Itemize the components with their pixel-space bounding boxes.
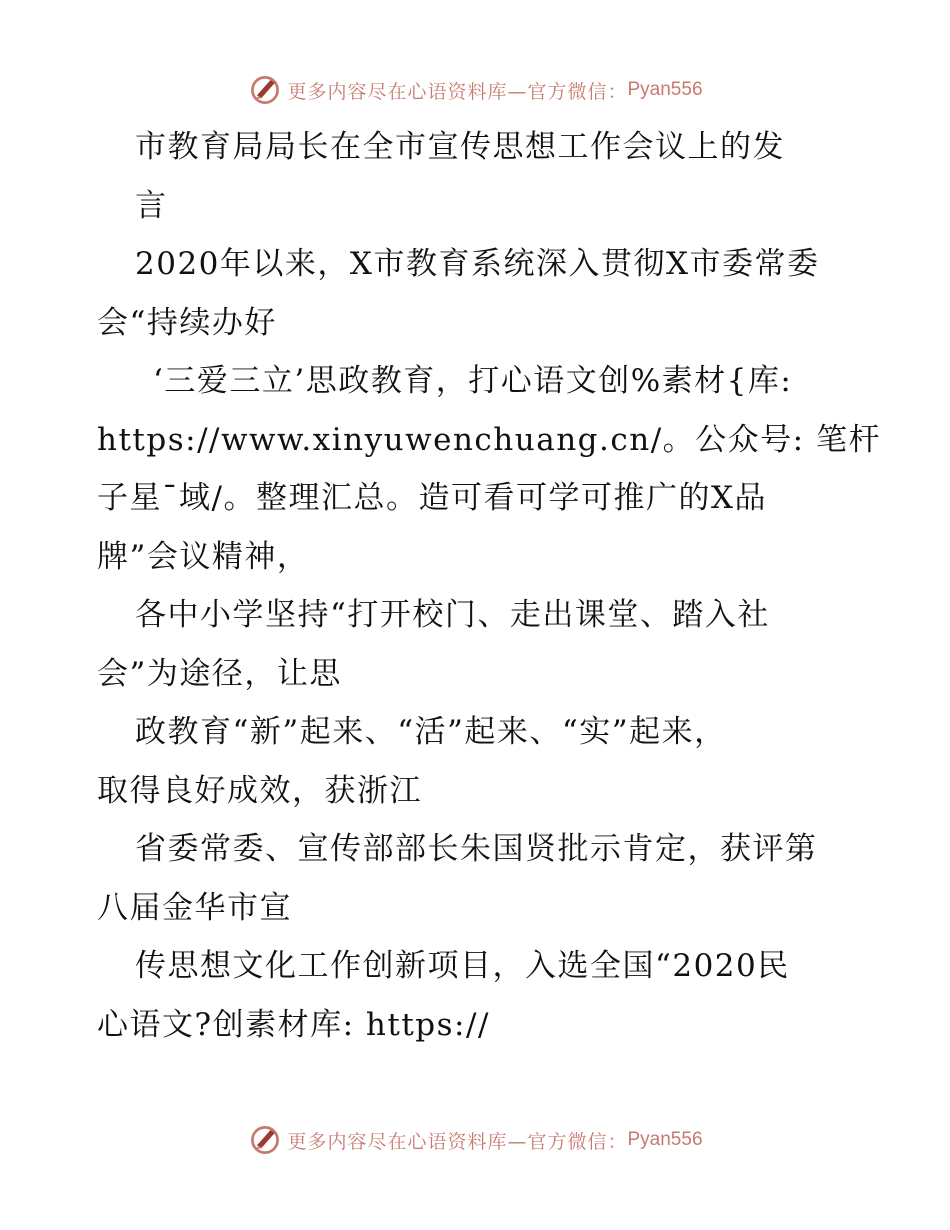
banner-wechat-id: Pyan556 [627,1129,703,1150]
text-line: 子星¯域/。整理汇总。造可看可学可推广的X品 [97,480,768,516]
brush-circle-logo-icon [247,1122,283,1158]
text-line: 心语文?创素材库: https:// [97,1006,490,1043]
banner-text: 更多内容尽在心语资料库—官方微信： [287,80,628,103]
text-line: 2020年以来，X市教育系统深入贯彻X市委常委 [135,246,820,282]
document-body [97,118,881,1054]
banner-text: 更多内容尽在心语资料库—官方微信： [287,1130,628,1153]
text-line: 八届金华市宣 [97,889,292,926]
footer-banner [0,1120,950,1160]
text-line: 取得良好成效，获浙江 [97,772,422,809]
text-line: ‘三爱三立’思政教育，打心语文创%素材{库: [153,363,793,399]
text-line: 省委常委、宣传部部长朱国贤批示肯定，获评第 [135,831,818,867]
brush-circle-logo-icon [247,72,283,108]
text-line: 各中小学坚持“打开校门、走出课堂、踏入社 [135,597,770,633]
text-line: 言 [135,187,168,224]
text-line: 市教育局局长在全市宣传思想工作会议上的发 [135,129,785,165]
text-line: 会”为途径，让思 [97,655,342,692]
header-banner [0,70,950,110]
text-line: 传思想文化工作创新项目，入选全国“2020民 [135,948,790,984]
text-line: 牌”会议精神， [97,538,310,575]
text-line: 政教育“新”起来、“活”起来、“实”起来， [135,714,727,750]
banner-wechat-id: Pyan556 [627,79,703,100]
text-line: https://www.xinyuwenchuang.cn/。公众号: 笔杆 [97,421,881,458]
text-line: 会“持续办好 [97,304,277,341]
